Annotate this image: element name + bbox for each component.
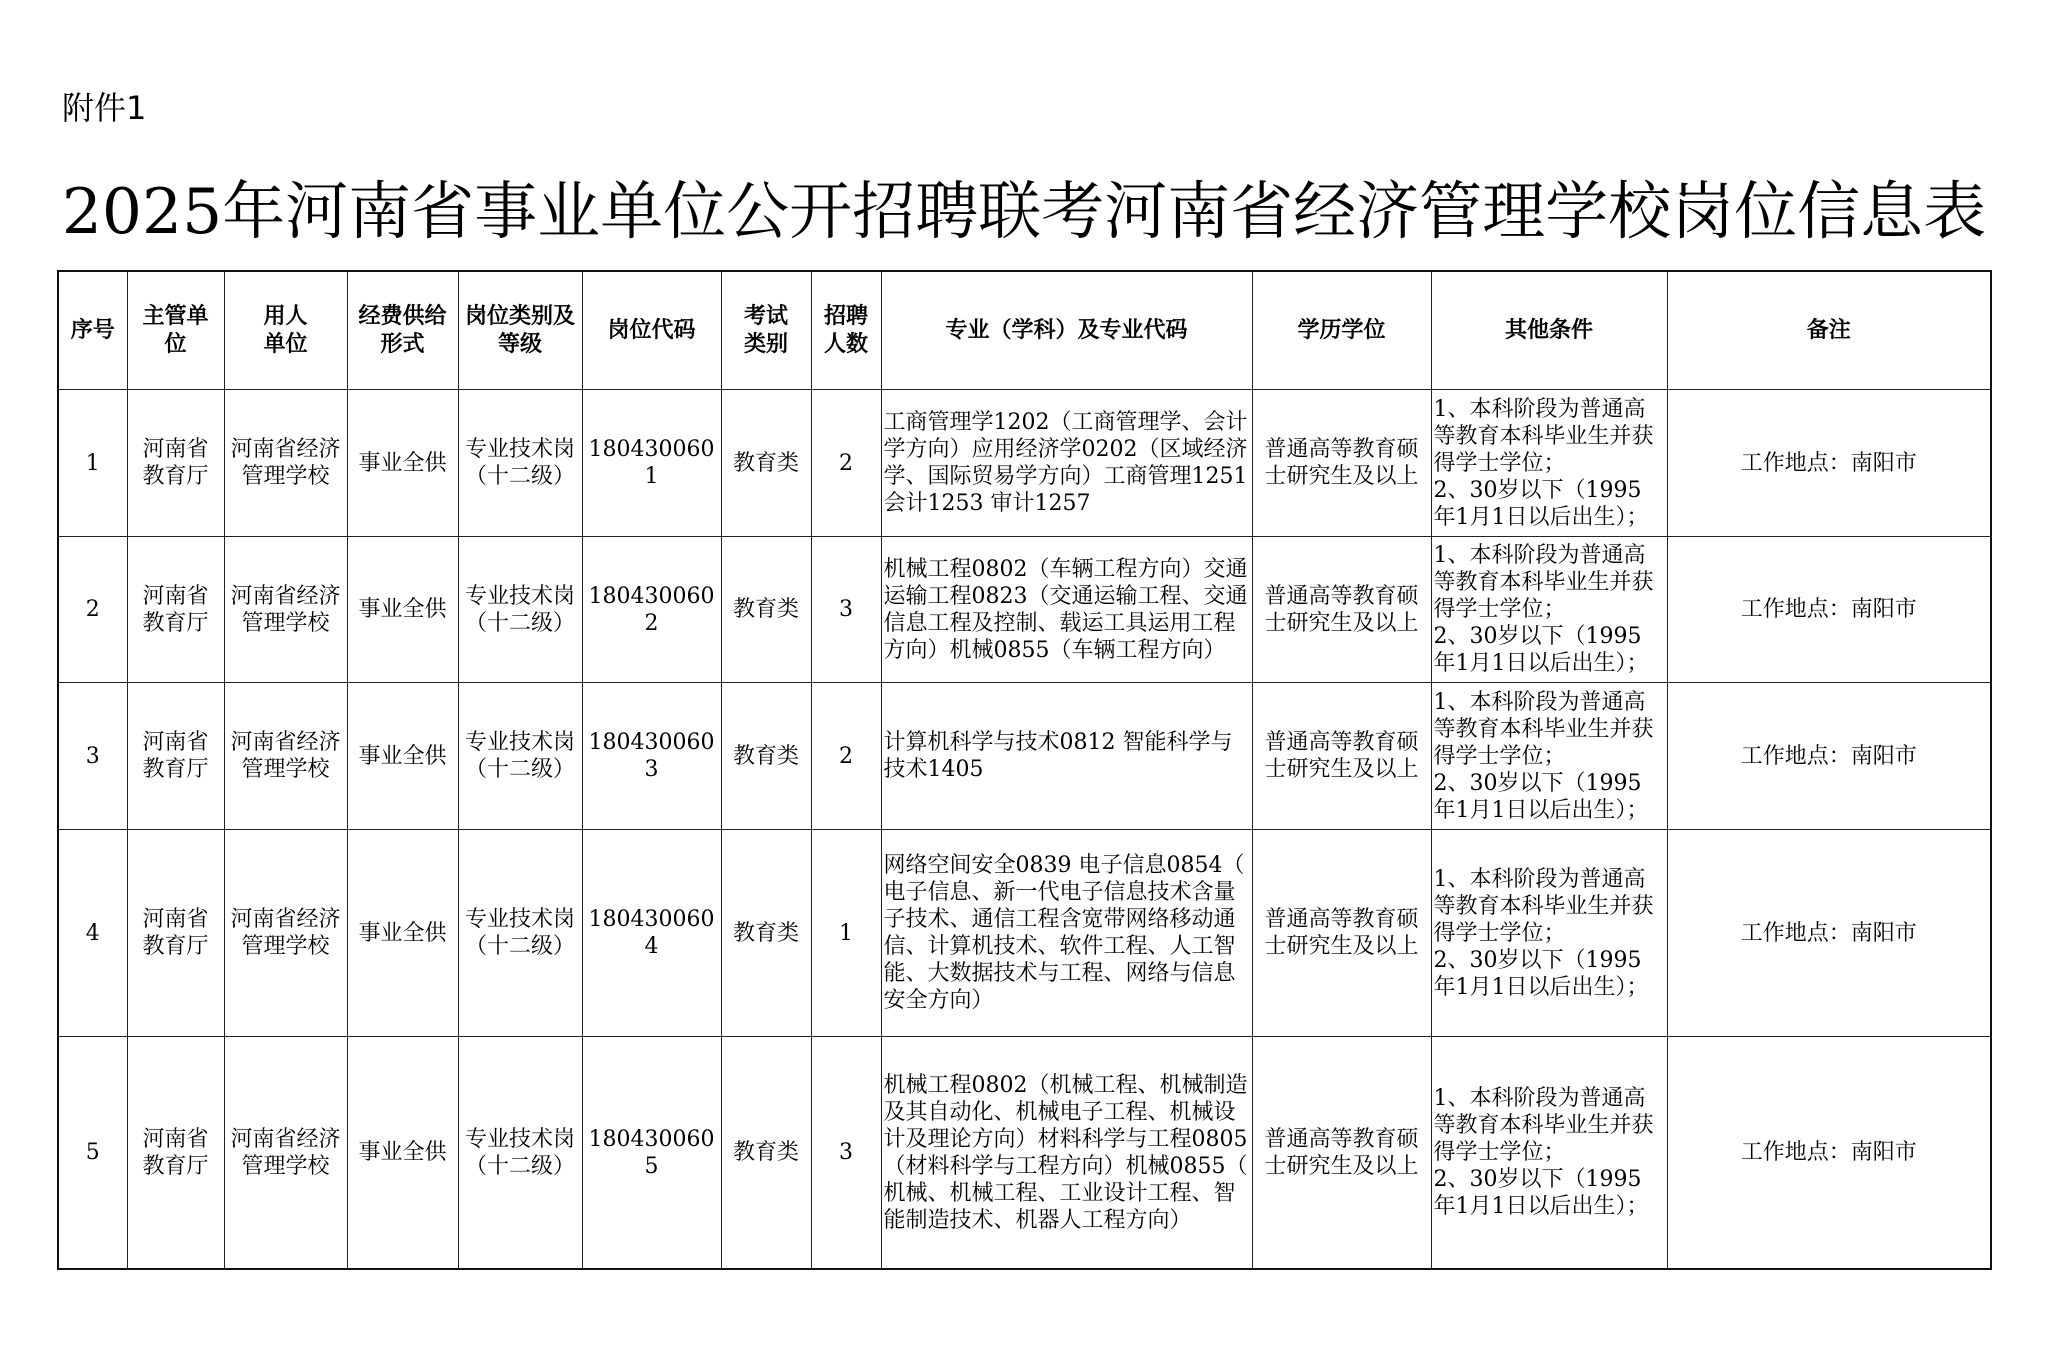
- row-number: 4: [58, 830, 127, 1037]
- row-number: 3: [58, 683, 127, 830]
- header-hire-count: 招聘 人数: [811, 271, 881, 390]
- document-title: 2025年河南省事业单位公开招聘联考河南省经济管理学校岗位信息表: [61, 175, 1987, 248]
- authority-cell: 河南省教育厅: [127, 537, 224, 683]
- degree-cell: 普通高等教育硕士研究生及以上: [1252, 1037, 1431, 1270]
- employer-cell: 河南省经济管理学校: [224, 683, 347, 830]
- condition-item: 1、本科阶段为普通高等教育本科毕业生并获得学士学位；: [1433, 543, 1654, 622]
- major-cell: 网络空间安全0839 电子信息0854（电子信息、新一代电子信息技术含量子技术、通信工程含宽带网络移动通信、计算机技术、软件工程、人工智能、大数据技术与工程、网络与信息安全方向）: [881, 830, 1252, 1037]
- major-cell: 机械工程0802（机械工程、机械制造及其自动化、机械电子工程、机械设计及理论方向）材料科学与工程0805（材料科学与工程方向）机械0855（机械、机械工程、工业设计工程、智能制造技术、机器人工程方向）: [881, 1037, 1252, 1270]
- condition-item: 1、本科阶段为普通高等教育本科毕业生并获得学士学位；: [1433, 866, 1654, 946]
- major-cell: 计算机科学与技术0812 智能科学与技术1405: [881, 683, 1252, 830]
- condition-item: 1、本科阶段为普通高等教育本科毕业生并获得学士学位；: [1433, 396, 1654, 476]
- funding-cell: 事业全供: [347, 683, 458, 830]
- conditions-cell: [1431, 1037, 1667, 1270]
- exam-type-cell: 教育类: [721, 390, 811, 537]
- header-employer: 用人 单位: [224, 271, 347, 390]
- post-type-cell: 专业技术岗（十二级）: [458, 390, 582, 537]
- hire-count-cell: 2: [811, 390, 881, 537]
- conditions-cell: [1431, 683, 1667, 830]
- row-number: 5: [58, 1037, 127, 1270]
- condition-item: 2、30岁以下（1995年1月1日以后出生）；: [1433, 477, 1649, 530]
- table-row: [58, 390, 1991, 537]
- hire-count-cell: 2: [811, 683, 881, 830]
- hire-count-cell: 1: [811, 830, 881, 1037]
- employer-cell: 河南省经济管理学校: [224, 1037, 347, 1270]
- header-degree: 学历学位: [1252, 271, 1431, 390]
- table-row: [58, 1037, 1991, 1270]
- post-code-cell: 1804300604: [582, 830, 721, 1037]
- condition-item: 2、30岁以下（1995年1月1日以后出生）；: [1433, 770, 1649, 823]
- hire-count-cell: 3: [811, 1037, 881, 1270]
- remarks-cell: 工作地点：南阳市: [1667, 390, 1991, 537]
- employer-cell: 河南省经济管理学校: [224, 830, 347, 1037]
- conditions-cell: [1431, 830, 1667, 1037]
- header-funding: 经费供给 形式: [347, 271, 458, 390]
- condition-item: 1、本科阶段为普通高等教育本科毕业生并获得学士学位；: [1433, 689, 1654, 769]
- condition-item: 2、30岁以下（1995年1月1日以后出生）；: [1433, 1167, 1649, 1219]
- header-post-code: 岗位代码: [582, 271, 721, 390]
- table-row: [58, 537, 1991, 683]
- employer-cell: 河南省经济管理学校: [224, 537, 347, 683]
- remarks-cell: 工作地点：南阳市: [1667, 537, 1991, 683]
- employer-cell: 河南省经济管理学校: [224, 390, 347, 537]
- remarks-cell: 工作地点：南阳市: [1667, 683, 1991, 830]
- header-conditions: 其他条件: [1431, 271, 1667, 390]
- header-no: 序号: [58, 271, 127, 390]
- post-code-cell: 1804300605: [582, 1037, 721, 1270]
- header-exam-type: 考试 类别: [721, 271, 811, 390]
- authority-cell: 河南省教育厅: [127, 830, 224, 1037]
- major-cell: 机械工程0802（车辆工程方向）交通运输工程0823（交通运输工程、交通信息工程及控制、载运工具运用工程方向）机械0855（车辆工程方向）: [881, 537, 1252, 683]
- degree-cell: 普通高等教育硕士研究生及以上: [1252, 683, 1431, 830]
- degree-cell: 普通高等教育硕士研究生及以上: [1252, 830, 1431, 1037]
- authority-cell: 河南省教育厅: [127, 390, 224, 537]
- row-number: 1: [58, 390, 127, 537]
- header-major: 专业（学科）及专业代码: [881, 271, 1252, 390]
- post-code-cell: 1804300603: [582, 683, 721, 830]
- attachment-label: 附件1: [62, 89, 147, 127]
- table-row: [58, 683, 1991, 830]
- condition-item: 2、30岁以下（1995年1月1日以后出生）；: [1433, 947, 1649, 1000]
- major-cell: 工商管理学1202（工商管理学、会计学方向）应用经济学0202（区域经济学、国际贸易学方向）工商管理1251会计1253 审计1257: [881, 390, 1252, 537]
- authority-cell: 河南省教育厅: [127, 683, 224, 830]
- authority-cell: 河南省教育厅: [127, 1037, 224, 1270]
- header-authority: 主管单 位: [127, 271, 224, 390]
- hire-count-cell: 3: [811, 537, 881, 683]
- degree-cell: 普通高等教育硕士研究生及以上: [1252, 537, 1431, 683]
- post-code-cell: 1804300602: [582, 537, 721, 683]
- funding-cell: 事业全供: [347, 537, 458, 683]
- exam-type-cell: 教育类: [721, 683, 811, 830]
- row-number: 2: [58, 537, 127, 683]
- conditions-cell: [1431, 390, 1667, 537]
- degree-cell: 普通高等教育硕士研究生及以上: [1252, 390, 1431, 537]
- remarks-cell: 工作地点：南阳市: [1667, 830, 1991, 1037]
- exam-type-cell: 教育类: [721, 830, 811, 1037]
- table-row: [58, 830, 1991, 1037]
- post-type-cell: 专业技术岗（十二级）: [458, 683, 582, 830]
- funding-cell: 事业全供: [347, 390, 458, 537]
- post-type-cell: 专业技术岗（十二级）: [458, 1037, 582, 1270]
- header-post-type: 岗位类别及 等级: [458, 271, 582, 390]
- exam-type-cell: 教育类: [721, 1037, 811, 1270]
- header-remarks: 备注: [1667, 271, 1991, 390]
- remarks-cell: 工作地点：南阳市: [1667, 1037, 1991, 1270]
- post-type-cell: 专业技术岗（十二级）: [458, 830, 582, 1037]
- job-posts-table: [57, 270, 1992, 1270]
- conditions-cell: [1431, 537, 1667, 683]
- exam-type-cell: 教育类: [721, 537, 811, 683]
- funding-cell: 事业全供: [347, 830, 458, 1037]
- post-type-cell: 专业技术岗（十二级）: [458, 537, 582, 683]
- condition-item: 1、本科阶段为普通高等教育本科毕业生并获得学士学位；: [1433, 1086, 1654, 1165]
- funding-cell: 事业全供: [347, 1037, 458, 1270]
- header-row: [58, 271, 1991, 390]
- condition-item: 2、30岁以下（1995年1月1日以后出生）；: [1433, 624, 1649, 676]
- post-code-cell: 1804300601: [582, 390, 721, 537]
